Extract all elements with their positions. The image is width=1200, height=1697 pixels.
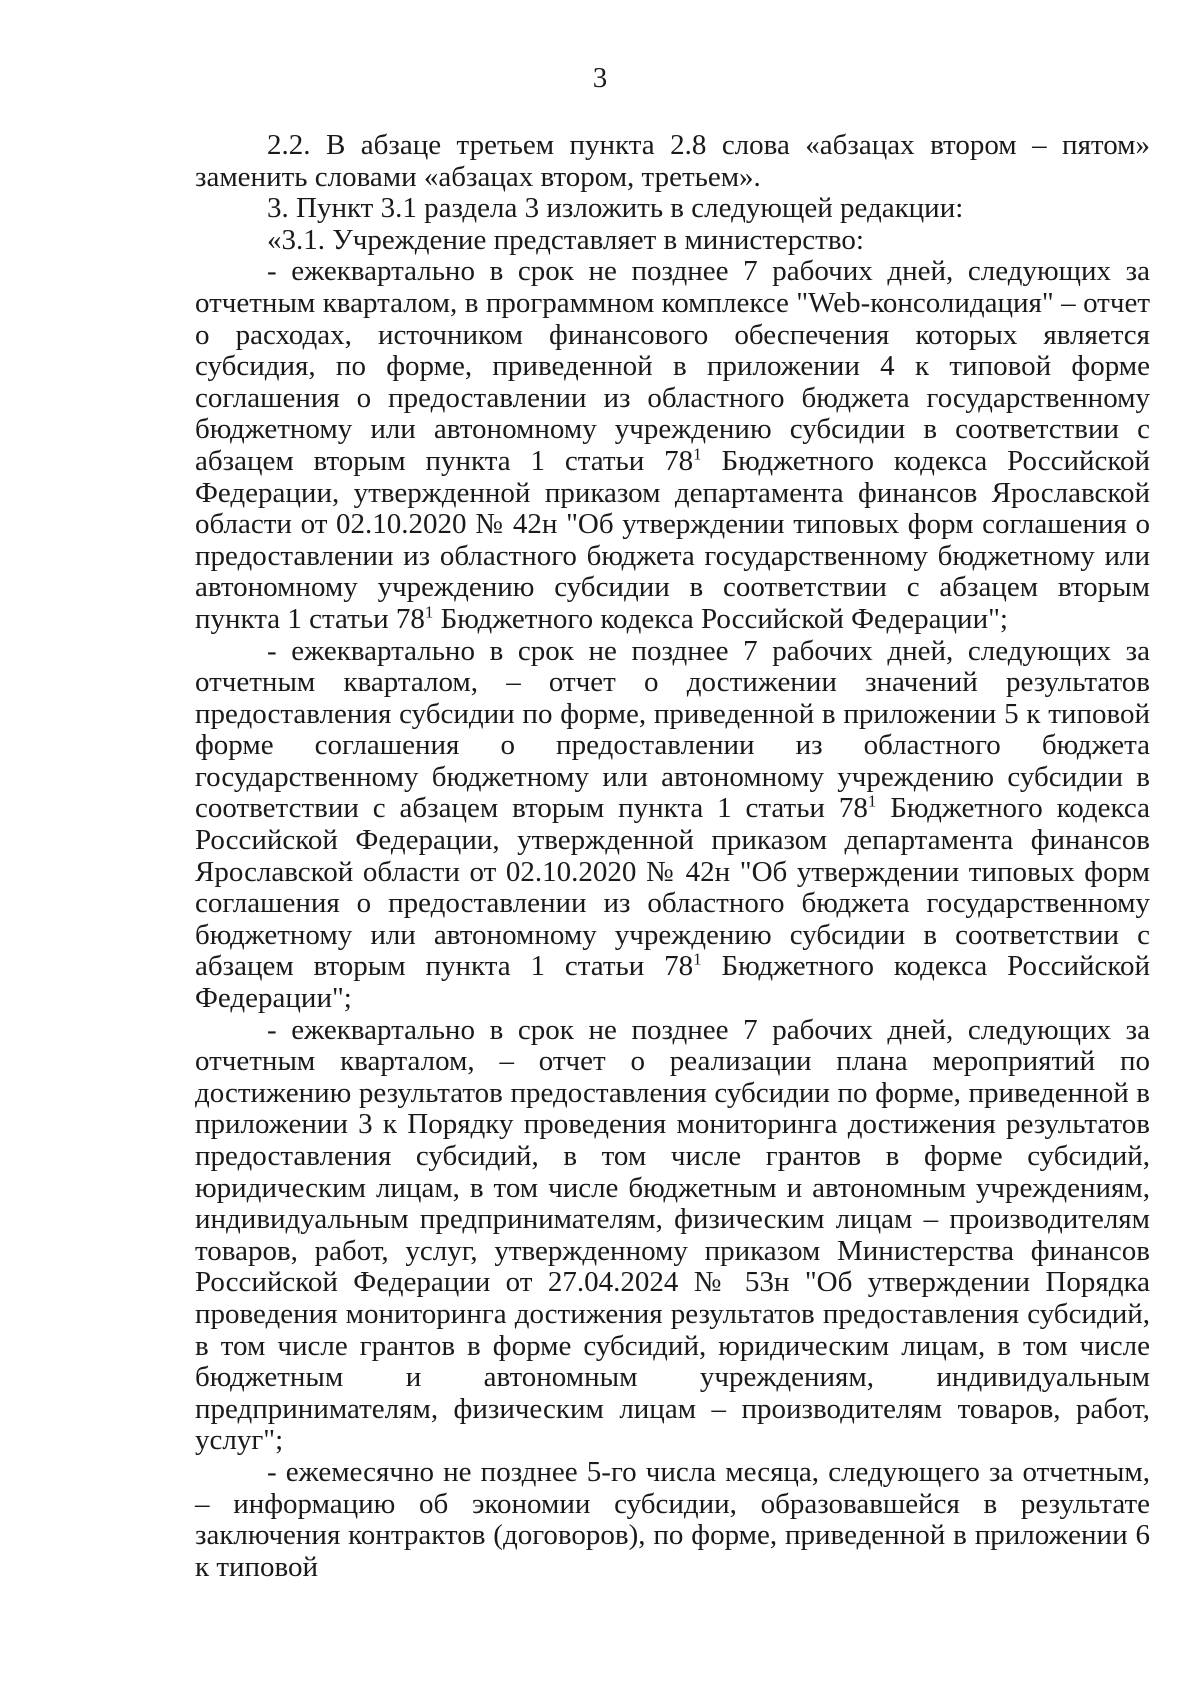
paragraph-quarterly-expense-report: - ежеквартально в срок не позднее 7 рабочих дней, следующих за отчетным кварталом, в программном комплексе "Web-консолидация" – отчет о расходах, источником финансового обеспечения которых является субсидия, по форме, приведенной в приложении 4 к типовой форме соглашения о предоставлении из областного бюджета государственному бюджетному или автономному учреждению субсидии в соответствии с абзацем вторым пункта 1 статьи $78^1$ Бюджетного кодекса Российской Федерации, утвержденной приказом департамента финансов Ярославской области от 02.10.2020 № 42н "Об утверждении типовых форм соглашения о предоставлении из областного бюджета государственному бюджетному или автономному учреждению субсидии в соответствии с абзацем вторым пункта 1 статьи $78^1$ Бюджетного кодекса Российской Федерации"; [195, 255, 1150, 635]
document-body [195, 130, 1150, 1583]
paragraph-2-2: 2.2. В абзаце третьем пункта 2.8 слова «абзацах втором – пятом» заменить словами «абзацах втором, третьем». [195, 129, 1150, 193]
paragraph-3: 3. Пункт 3.1 раздела 3 изложить в следующей редакции: [267, 192, 964, 225]
paragraph-monthly-savings-info: - ежемесячно не позднее 5-го числа месяца, следующего за отчетным, – информацию об экономии субсидии, образовавшейся в результате заключения контрактов (договоров), по форме, приведенной в приложении 6 к типовой [195, 1455, 1150, 1583]
paragraph-3-1-intro: «3.1. Учреждение представляет в министерство: [267, 223, 864, 256]
paragraph-quarterly-plan-report: - ежеквартально в срок не позднее 7 рабочих дней, следующих за отчетным кварталом, – отчет о реализации плана мероприятий по достижению результатов предоставления субсидии по форме, приведенной в приложении 3 к Порядку проведения мониторинга достижения результатов предоставления субсидий, в том числе грантов в форме субсидий, юридическим лицам, в том числе бюджетным и автономным учреждениям, индивидуальным предпринимателям, физическим лицам – производителям товаров, работ, услуг, утвержденному приказом Министерства финансов Российской Федерации от 27.04.2024 № 53н "Об утверждении Порядка проведения мониторинга достижения результатов предоставления субсидий, в том числе грантов в форме субсидий, юридическим лицам, в том числе бюджетным и автономным учреждениям, индивидуальным предпринимателям, физическим лицам – производителям товаров, работ, услуг"; [195, 1013, 1150, 1457]
paragraph-quarterly-results-report: - ежеквартально в срок не позднее 7 рабочих дней, следующих за отчетным кварталом, – отчет о достижении значений результатов предоставления субсидии по форме, приведенной в приложении 5 к типовой форме соглашения о предоставлении из областного бюджета государственному бюджетному или автономному учреждению субсидии в соответствии с абзацем вторым пункта 1 статьи $78^1$ Бюджетного кодекса Российской Федерации, утвержденной приказом департамента финансов Ярославской области от 02.10.2020 № 42н "Об утверждении типовых форм соглашения о предоставлении из областного бюджета государственному бюджетному или автономному учреждению субсидии в соответствии с абзацем вторым пункта 1 статьи $78^1$ Бюджетного кодекса Российской Федерации"; [195, 634, 1150, 1015]
page-number: 3 [592, 62, 608, 94]
